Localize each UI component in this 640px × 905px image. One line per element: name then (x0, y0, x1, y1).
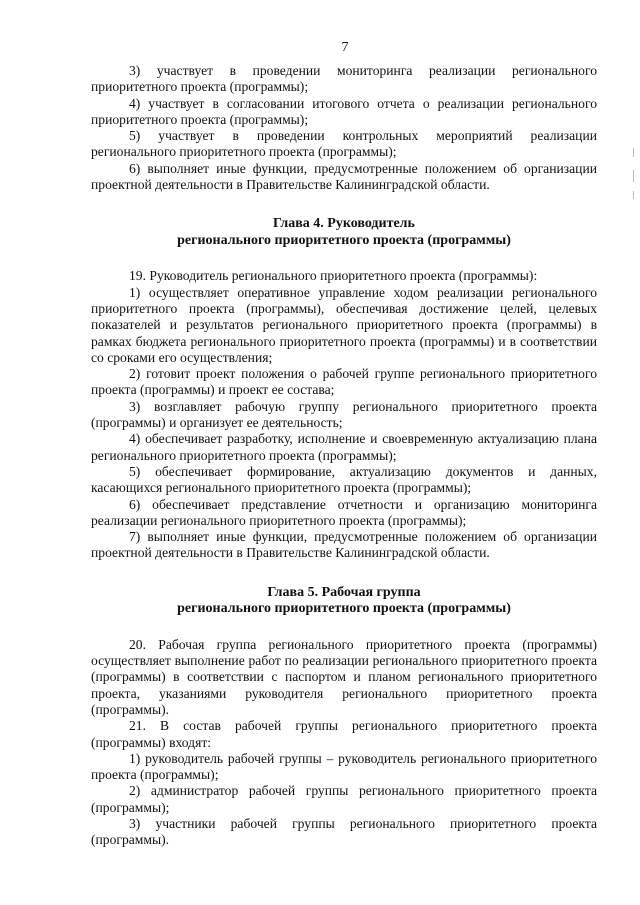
chapter-4-title-line1: Глава 4. Руководитель (273, 216, 415, 232)
clause-19-lead: 19. Руководитель регионального приоритетного проекта (программы): (129, 268, 538, 284)
page-number: 7 (341, 40, 349, 55)
list-item: 1) осуществляет оперативное управление ходом реализации регионального приоритетного проекта (программы), обеспечивая достижение целей, целевых показателей и результатов регионального приоритетного проекта (программы) в рамках бюджета регионального приоритетного проекта (программы) и в соответствии со сроками его осуществления; (91, 284, 597, 365)
chapter-5-title-line1: Глава 5. Рабочая группа (267, 584, 421, 600)
list-item: 5) обеспечивает формирование, актуализацию документов и данных, касающихся регионального приоритетного проекта (программы); (91, 463, 597, 496)
list-item: 3) участники рабочей группы регионального приоритетного проекта (программы). (91, 815, 597, 848)
list-item: 6) обеспечивает представление отчетности и организацию мониторинга реализации регионального приоритетного проекта (программы); (91, 496, 597, 528)
chapter-5-title (91, 585, 597, 618)
scan-edge-mark (633, 170, 634, 182)
list-item: 7) выполняет иные функции, предусмотренные положением об организации проектной деятельности в Правительстве Калининградской области. (91, 529, 597, 561)
list-item: 3) участвует в проведении мониторинга реализации регионального приоритетного проекта (программы); (91, 63, 597, 95)
scan-edge-mark (633, 148, 634, 157)
list-item: 4) участвует в согласовании итогового отчета о реализации регионального приоритетного проекта (программы); (91, 95, 597, 127)
clause-20: 20. Рабочая группа регионального приоритетного проекта (программы) осуществляет выполнение работ по реализации регионального приоритетного проекта (программы) в соответствии с паспортом и планом регионального приоритетного проекта, указаниями руководителя регионального приоритетного проекта (программы). (91, 636, 597, 717)
list-item: 3) возглавляет рабочую группу регионального приоритетного проекта (программы) и организует ее деятельность; (91, 398, 597, 431)
list-item: 2) администратор рабочей группы регионального приоритетного проекта (программы); (91, 783, 597, 815)
chapter-5-title-line2: регионального приоритетного проекта (программы) (177, 601, 511, 617)
chapter-4-title (91, 216, 597, 249)
list-item: 2) готовит проект положения о рабочей группе регионального приоритетного проекта (программы) и проект ее состава; (91, 366, 597, 398)
scan-edge-mark (633, 191, 634, 199)
clause-21: 21. В состав рабочей группы регионального приоритетного проекта (программы) входят: (91, 718, 597, 750)
list-item: 6) выполняет иные функции, предусмотренные положением об организации проектной деятельности в Правительстве Калининградской области. (91, 160, 597, 193)
document-body (91, 63, 597, 849)
chapter-4-title-line2: регионального приоритетного проекта (программы) (177, 232, 511, 248)
list-item: 1) руководитель рабочей группы – руководитель регионального приоритетного проекта (программы); (91, 750, 597, 783)
list-item: 4) обеспечивает разработку, исполнение и своевременную актуализацию плана регионального приоритетного проекта (программы); (91, 431, 597, 463)
list-item: 5) участвует в проведении контрольных мероприятий реализации регионального приоритетного проекта (программы); (91, 128, 597, 160)
